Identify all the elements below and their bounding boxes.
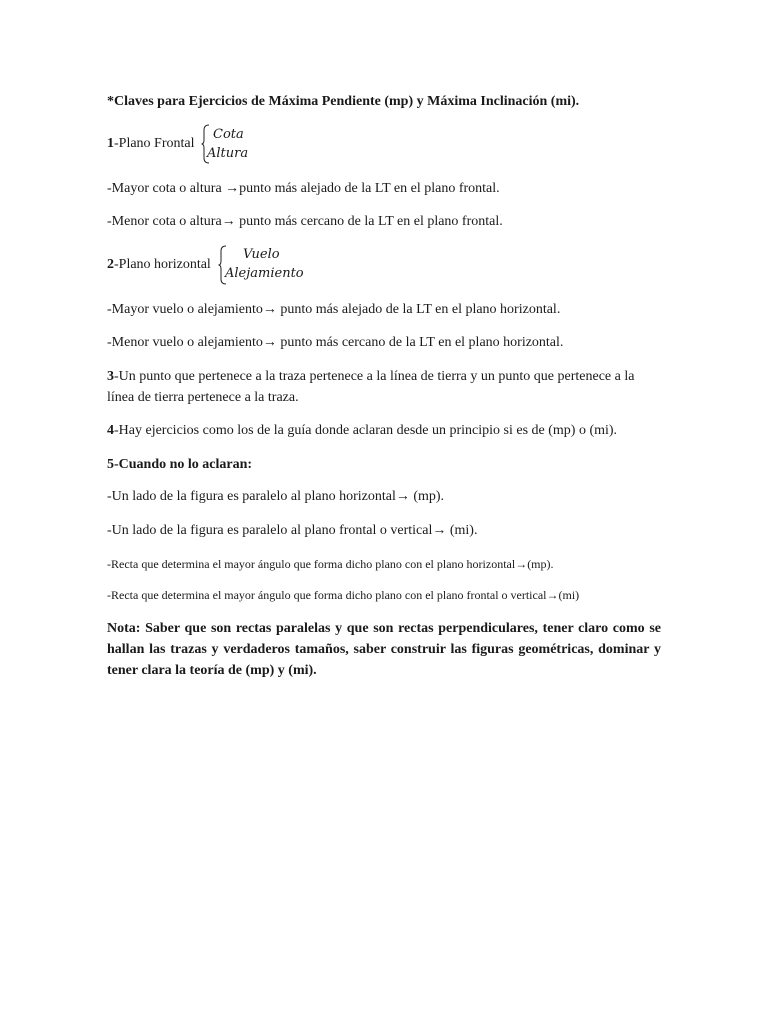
item2-plano-horizontal bbox=[107, 245, 337, 285]
note-paragraph: Nota: Saber que son rectas paralelas y que son rectas perpendiculares, tener claro como se hallan las trazas y verdaderos tamaños, saber construir las figuras geométricas, dominar y tener clara la teoría de (mp) y (mi). bbox=[107, 621, 661, 678]
item4-number: 4 bbox=[107, 423, 114, 438]
item1-line-2: -Menor cota o altura→ punto más cercano de la LT en el plano frontal. bbox=[107, 214, 503, 229]
document-title: *Claves para Ejercicios de Máxima Pendiente (mp) y Máxima Inclinación (mi). bbox=[107, 94, 580, 109]
item3-number: 3 bbox=[107, 369, 114, 384]
item5-line-2: -Un lado de la figura es paralelo al plano frontal o vertical→ (mi). bbox=[107, 523, 478, 538]
item3-text: -Un punto que pertenece a la traza pertenece a la línea de tierra y un punto que pertenece a la línea de tierra pertenece a la traza. bbox=[107, 369, 635, 405]
item1-text: -Plano Frontal bbox=[114, 136, 195, 151]
item1-number: 1 bbox=[107, 136, 114, 151]
item4-text: -Hay ejercicios como los de la guía donde aclaran desde un principio si es de (mp) o (mi). bbox=[114, 423, 618, 438]
item3-paragraph bbox=[107, 366, 661, 408]
item2-line-1: -Mayor vuelo o alejamiento→ punto más alejado de la LT en el plano horizontal. bbox=[107, 302, 561, 317]
item5-line-3: -Recta que determina el mayor ángulo que forma dicho plano con el plano horizontal→(mp). bbox=[107, 557, 554, 571]
item5-line-1: -Un lado de la figura es paralelo al plano horizontal→ (mp). bbox=[107, 489, 445, 504]
item1-line-1: -Mayor cota o altura →punto más alejado de la LT en el plano frontal. bbox=[107, 181, 500, 196]
item2-line-2: -Menor vuelo o alejamiento→ punto más cercano de la LT en el plano horizontal. bbox=[107, 335, 564, 350]
item2-option-vuelo: Vuelo bbox=[243, 247, 280, 262]
item2-option-alejamiento: Alejamiento bbox=[225, 266, 304, 281]
item2-text: -Plano horizontal bbox=[114, 257, 211, 272]
item1-plano-frontal bbox=[107, 124, 307, 164]
item4-paragraph bbox=[107, 422, 617, 440]
item1-option-cota: Cota bbox=[213, 127, 244, 142]
item5-line-4: -Recta que determina el mayor ángulo que forma dicho plano con el plano frontal o vertical→(mi) bbox=[107, 588, 580, 602]
item1-option-altura: Altura bbox=[207, 146, 249, 161]
item2-label bbox=[107, 256, 211, 274]
item2-number: 2 bbox=[107, 257, 114, 272]
item5-heading: 5-Cuando no lo aclaran: bbox=[107, 457, 253, 472]
item1-label bbox=[107, 135, 195, 153]
